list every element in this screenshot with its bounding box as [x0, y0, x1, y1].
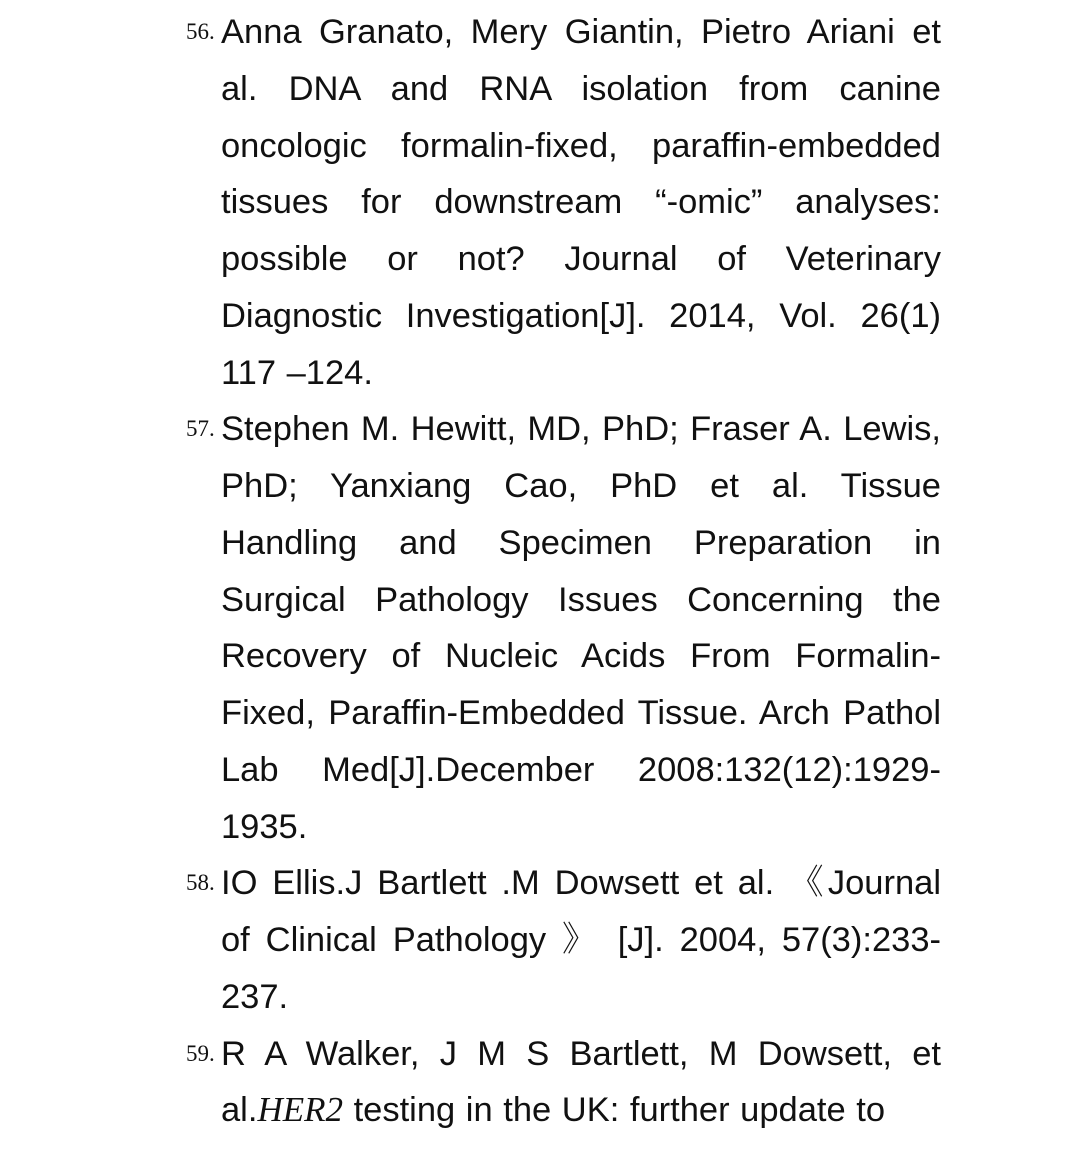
reference-item — [186, 855, 941, 1025]
reference-number: 59. — [186, 1040, 215, 1066]
reference-number: 57. — [186, 416, 215, 442]
reference-list — [186, 4, 941, 1139]
reference-text: Stephen M. Hewitt, MD, PhD; Fraser A. Lewis, PhD; Yanxiang Cao, PhD et al. Tissue Handling and Specimen Preparation in Surgical Pathology Issues Concerning the Recovery of Nucleic Acids From Formalin-Fixed, Paraffin-Embedded Tissue. Arch Pathol Lab Med[J].December 2008:132(12):1929-1935. — [221, 410, 941, 846]
reference-text-start: R A Walker, J M S Bartlett, M Dowsett, et al. — [221, 1034, 941, 1130]
reference-item — [186, 1026, 941, 1140]
gene-name-italic: HER2 — [257, 1090, 343, 1130]
reference-item — [186, 4, 941, 401]
reference-number: 58. — [186, 870, 215, 896]
reference-text — [221, 1026, 941, 1140]
reference-number: 56. — [186, 19, 215, 44]
reference-item — [186, 401, 941, 855]
reference-text: IO Ellis.J Bartlett .M Dowsett et al. 《Journal of Clinical Pathology 》 [J]. 2004, 57(3):233-237. — [221, 864, 941, 1016]
reference-text: Anna Granato, Mery Giantin, Pietro Ariani et al. DNA and RNA isolation from canine oncologic formalin-fixed, paraffin-embedded tissues for downstream “-omic” analyses: possible or not? Journal of Veterinary Diagnostic Investigation[J]. 2014, Vol. 26(1) 117 –124. — [221, 13, 941, 392]
reference-text-end: testing in the UK: further update to — [342, 1091, 886, 1130]
